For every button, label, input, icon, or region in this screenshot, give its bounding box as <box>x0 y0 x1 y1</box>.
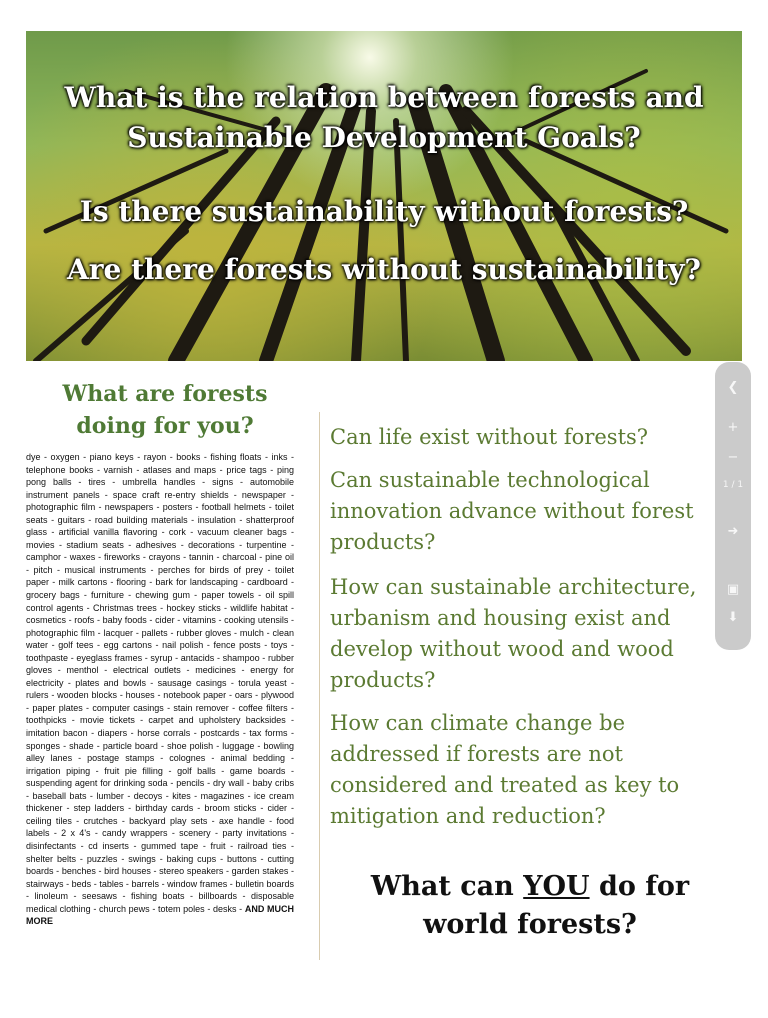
forest-products-end: AND MUCH MORE <box>26 903 294 927</box>
forest-uses-heading-line-1: What are forests <box>62 381 268 407</box>
zoom-out-icon[interactable]: − <box>727 450 739 465</box>
page-indicator: 1 / 1 <box>722 480 744 490</box>
hero-question-2: Are there forests without sustainability? <box>67 253 701 286</box>
zoom-in-icon[interactable]: + <box>727 420 739 435</box>
cta-prefix: What can <box>370 871 524 902</box>
column-divider <box>319 412 320 960</box>
question-life: Can life exist without forests? <box>330 425 649 449</box>
hero-title-line-2: Sustainable Development Goals? <box>127 121 641 154</box>
question-innovation: Can sustainable technological innovation advance without forest products? <box>330 468 694 554</box>
cta-you: YOU <box>523 871 590 902</box>
hero-image <box>26 31 742 361</box>
collapse-icon[interactable]: ❮ <box>727 380 739 395</box>
print-icon[interactable]: ▣ <box>726 582 740 597</box>
hero-question-1: Is there sustainability without forests? <box>79 195 689 228</box>
next-page-icon[interactable]: ➜ <box>727 524 739 539</box>
cta-suffix: do for world forests? <box>423 871 690 940</box>
hero-title-line-1: What is the relation between forests and <box>64 81 704 114</box>
forest-uses-heading-line-2: doing for you? <box>76 413 254 439</box>
forest-products-list <box>26 451 294 928</box>
question-architecture: How can sustainable architecture, urbanism and housing exist and develop without wood and wood products? <box>330 575 697 692</box>
call-to-action <box>350 868 710 944</box>
forest-uses-heading <box>45 378 285 442</box>
download-icon[interactable]: ⬇ <box>727 610 739 625</box>
question-climate: How can climate change be addressed if forests are not considered and treated as key to mitigation and reduction? <box>330 711 680 828</box>
forest-products-text: dye - oxygen - piano keys - rayon - books - fishing floats - inks - telephone books - varnish - atlases and maps - price tags - ping pong balls - tires - umbrella handles - signs - automobile instrument panels - space craft re-entry shields - newspaper - photographic film - newspapers - posters - football helmets - toilet seats - guitars - road building materials - insulation - shatterproof glass - artificial vanilla flavoring - cork - vacuum cleaner bags - movies - stadium seats - adhesives - decorations - turpentine - camphor - waxes - fireworks - crayons - tannin - charcoal - pine oil - pitch - musical instruments - perches for birds of prey - toilet paper - milk cartons - flooring - bark for landscaping - cardboard - grocery bags - furniture - chewing gum - paper towels - oil spill control agents - Christmas trees - hockey sticks - wildlife habitat - cosmetics - roofs - baby foods - cider - vitamins - cooking utensils - photographic film - lacquer - pallets - rubber gloves - mulch - clean water - golf tees - egg cartons - nail polish - fence posts - toys - toothpaste - eyeglass frames - syrup - antacids - shampoo - rubber gloves - menthol - electrical outlets - medicines - energy for electricity - plates and bowls - sausage casings - torula yeast - rulers - wooden blocks - houses - notebook paper - oars - plywood - paper plates - computer casings - stain remover - coffee filters - toothpicks - movie tickets - carpet and upholstery backsides - imitation bacon - diapers - horse corrals - postcards - tax forms - sponges - shade - particle board - shoe polish - luggage - bowling alley lanes - postage stamps - colognes - animal bedding - irrigation piping - fruit pie filling - golf balls - game boards - suspending agent for drinking soda - pencils - dry wall - baby cribs - baseball bats - lumber - decoys - kites - magazines - ice cream thickener - step ladders - birthday cards - broom sticks - cider - ceiling tiles - crutches - backyard play sets - axe handle - food labels - 2 x 4's - candy wrappers - scenery - party invitations - disinfectants - cd inserts - gummed tape - fruit - railroad ties - shelter belts - puzzles - swings - baking cups - buttons - cutting boards - benches - bird houses - stereo speakers - garden stakes - stairways - beds - tables - barrels - window frames - bulletin boards - linoleum - seesaws - fishing boats - billboards - disposable medical clothing - church pews - totem poles - desks - <box>26 452 294 914</box>
viewer-toolbar[interactable] <box>715 362 751 650</box>
